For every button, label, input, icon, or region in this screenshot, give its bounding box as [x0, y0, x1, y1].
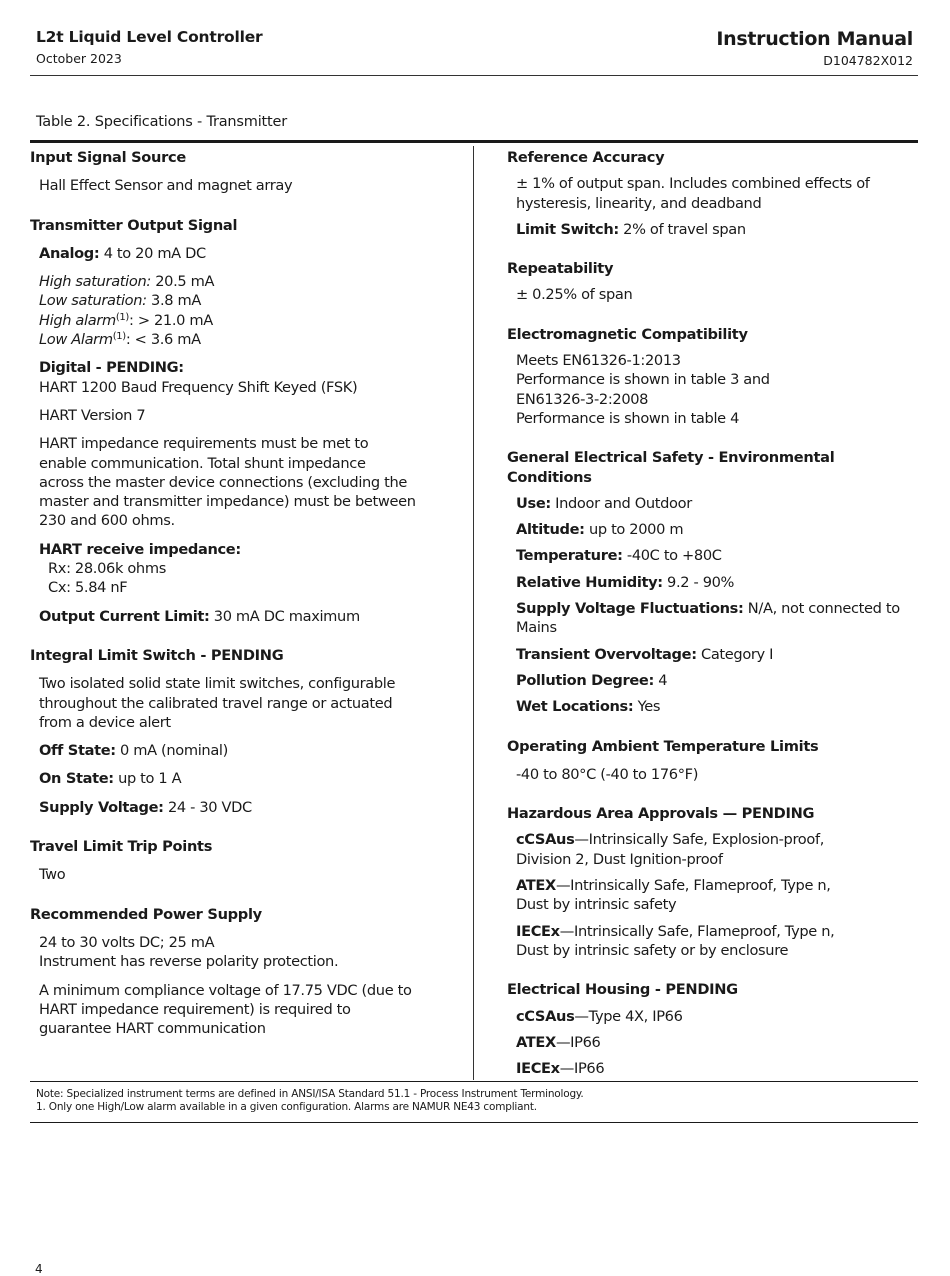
spec-value: Yes: [633, 698, 661, 716]
table-bottom-rule: [30, 1081, 918, 1082]
spec-label: Off State:: [39, 742, 116, 760]
section-heading: Transmitter Output Signal: [30, 216, 238, 234]
notes-bottom-rule: [30, 1122, 918, 1123]
spec-value: Mains: [516, 619, 557, 637]
output-signal-section: [30, 216, 462, 626]
column-divider: [473, 146, 474, 1080]
spec-value: Category I: [696, 645, 774, 663]
section-heading: Hazardous Area Approvals — PENDING: [507, 805, 815, 823]
safety-item: [516, 520, 915, 539]
spec-value: 30 mA DC maximum: [209, 607, 360, 625]
spec-label: Transient Overvoltage:: [516, 645, 697, 663]
section-heading: Operating Ambient Temperature Limits: [507, 737, 819, 755]
text-line: EN61326-3-2:2008: [516, 390, 649, 408]
table-notes: [36, 1088, 584, 1113]
spec-label: cCSAus: [516, 831, 575, 849]
text-line: HART impedance requirement) is required to: [39, 1000, 351, 1018]
section-heading: Recommended Power Supply: [30, 905, 262, 923]
terminology-note: Note: Specialized instrument terms are defined in ANSI/ISA Standard 51.1 - Process Instrument Terminology.: [36, 1088, 584, 1100]
input-signal-section: [30, 148, 462, 196]
text-line: enable communication. Total shunt impedance: [39, 454, 366, 472]
spec-label: High saturation:: [39, 273, 151, 291]
accuracy-text: [516, 174, 915, 213]
section-heading: Electromagnetic Compatibility: [507, 325, 748, 343]
emc-section: [507, 325, 915, 428]
section-heading: Input Signal Source: [30, 149, 186, 166]
safety-item: [516, 645, 915, 664]
accuracy-section: [507, 148, 915, 239]
spec-value: 3.8 mA: [146, 292, 201, 310]
spec-label: Altitude:: [516, 521, 585, 539]
spec-value: —Intrinsically Safe, Flameproof, Type n,: [559, 922, 835, 940]
spec-value: —Type 4X, IP66: [574, 1007, 683, 1025]
spec-label: Temperature:: [516, 547, 623, 565]
trip-points-section: [30, 837, 462, 885]
spec-label: ATEX: [516, 877, 556, 895]
spec-label: Low saturation:: [39, 292, 147, 310]
analog-spec: [39, 244, 462, 263]
saturation-alarm-spec: [39, 272, 462, 349]
spec-value: Dust by intrinsic safety or by enclosure: [516, 941, 789, 959]
housing-item: [516, 1007, 915, 1026]
spec-label: Analog:: [39, 244, 100, 262]
manual-title: Instruction Manual: [716, 28, 913, 50]
spec-label: IECEx: [516, 1060, 560, 1078]
electrical-safety-section: [507, 448, 915, 716]
spec-value: —IP66: [555, 1033, 601, 1051]
spec-value: —Intrinsically Safe, Flameproof, Type n,: [555, 877, 831, 895]
spec-value: up to 2000 m: [584, 521, 684, 539]
spec-value: N/A, not connected to: [743, 600, 900, 618]
text-line: 230 and 600 ohms.: [39, 512, 175, 530]
text-line: Performance is shown in table 4: [516, 409, 739, 427]
spec-text: Hall Effect Sensor and magnet array: [39, 177, 293, 195]
text-line: hysteresis, linearity, and deadband: [516, 194, 762, 212]
repeatability-section: [507, 259, 915, 305]
text-line: from a device alert: [39, 713, 171, 731]
page-number: 4: [35, 1262, 43, 1276]
footnote-ref: (1): [112, 331, 126, 343]
spec-value: Division 2, Dust Ignition-proof: [516, 850, 723, 868]
alarm-footnote: 1. Only one High/Low alarm available in a given configuration. Alarms are NAMUR NE43 compliant.: [36, 1100, 537, 1113]
spec-text: Two: [39, 866, 66, 884]
housing-item: [516, 1059, 915, 1078]
spec-label: Use:: [516, 494, 551, 512]
spec-value: 24 - 30 VDC: [163, 798, 252, 816]
approval-item: [516, 876, 915, 915]
ambient-temperature-section: [507, 737, 915, 785]
rx-value: Rx: 28.06k ohms: [48, 560, 166, 578]
text-line: 24 to 30 volts DC; 25 mA: [39, 933, 215, 951]
text-line: Performance is shown in table 3 and: [516, 371, 770, 389]
limit-switch-accuracy: [516, 220, 915, 239]
text-line: master and transmitter impedance) must be between: [39, 493, 416, 511]
hart-version: HART Version 7: [39, 406, 146, 424]
spec-label: Wet Locations:: [516, 698, 634, 716]
spec-label: High alarm: [39, 311, 116, 329]
spec-value: -40C to +80C: [622, 547, 722, 565]
safety-item: [516, 671, 915, 690]
spec-label: On State:: [39, 770, 114, 788]
safety-item: [516, 599, 915, 638]
spec-text: -40 to 80°C (-40 to 176°F): [516, 765, 699, 783]
limit-switch-description: [39, 674, 462, 732]
housing-item: [516, 1033, 915, 1052]
spec-value: 2% of travel span: [618, 220, 746, 238]
table-top-rule: [30, 140, 918, 143]
header-right: [716, 28, 913, 68]
left-column: [30, 148, 462, 1038]
safety-item: [516, 697, 915, 716]
right-column: [507, 148, 915, 1078]
spec-label: Relative Humidity:: [516, 573, 663, 591]
text-line: ± 1% of output span. Includes combined effects of: [516, 175, 870, 193]
spec-label: HART receive impedance:: [39, 540, 241, 558]
product-title: L2t Liquid Level Controller: [36, 28, 263, 46]
cx-value: Cx: 5.84 nF: [48, 579, 128, 597]
hazardous-approvals-section: [507, 804, 915, 960]
heading-line: General Electrical Safety - Environmental: [507, 449, 835, 467]
table-title: Table 2. Specifications - Transmitter: [36, 114, 287, 130]
spec-text: ± 0.25% of span: [516, 286, 633, 304]
publication-date: October 2023: [36, 51, 122, 66]
spec-label: cCSAus: [516, 1007, 575, 1025]
section-heading: Travel Limit Trip Points: [30, 838, 213, 856]
section-heading: Integral Limit Switch - PENDING: [30, 646, 284, 664]
header-divider: [30, 75, 918, 76]
limit-switch-section: [30, 646, 462, 817]
spec-value: up to 1 A: [113, 770, 182, 788]
section-heading: Repeatability: [507, 260, 614, 278]
section-heading: Reference Accuracy: [507, 149, 665, 166]
compliance-text: [39, 981, 462, 1039]
emc-text: [516, 351, 915, 428]
spec-label: IECEx: [516, 922, 560, 940]
power-supply-text: [39, 933, 462, 972]
text-line: Meets EN61326-1:2013: [516, 352, 681, 370]
hart-impedance-text: [39, 434, 462, 530]
off-state-spec: [39, 741, 462, 760]
spec-label: Supply Voltage Fluctuations:: [516, 600, 744, 618]
spec-label: Low Alarm: [39, 331, 113, 349]
section-heading: [507, 448, 915, 487]
spec-label: Digital - PENDING:: [39, 359, 184, 377]
digital-spec: [39, 358, 462, 397]
safety-item: [516, 546, 915, 565]
spec-label: Output Current Limit:: [39, 607, 210, 625]
section-heading: Electrical Housing - PENDING: [507, 981, 738, 999]
text-line: Instrument has reverse polarity protection.: [39, 953, 339, 971]
text-line: throughout the calibrated travel range or actuated: [39, 694, 393, 712]
spec-label: Limit Switch:: [516, 220, 619, 238]
hart-receive-impedance: [39, 540, 462, 598]
spec-value: —Intrinsically Safe, Explosion-proof,: [574, 831, 825, 849]
approval-item: [516, 830, 915, 869]
spec-value: Dust by intrinsic safety: [516, 896, 677, 914]
footnote-ref: (1): [115, 311, 129, 323]
header-left: [36, 28, 262, 66]
text-line: A minimum compliance voltage of 17.75 VDC (due to: [39, 981, 412, 999]
spec-value: 9.2 - 90%: [662, 573, 735, 591]
text-line: HART impedance requirements must be met to: [39, 435, 369, 453]
spec-value: : < 3.6 mA: [125, 331, 201, 349]
electrical-housing-section: [507, 980, 915, 1078]
spec-value: 0 mA (nominal): [115, 742, 228, 760]
text-line: guarantee HART communication: [39, 1020, 266, 1038]
safety-item: [516, 573, 915, 592]
power-supply-section: [30, 905, 462, 1039]
spec-value: 4 to 20 mA DC: [99, 244, 206, 262]
supply-voltage-spec: [39, 798, 462, 817]
on-state-spec: [39, 769, 462, 788]
spec-label: ATEX: [516, 1033, 556, 1051]
document-number: D104782X012: [823, 53, 913, 68]
spec-label: Supply Voltage:: [39, 798, 164, 816]
spec-label: Pollution Degree:: [516, 671, 654, 689]
approval-item: [516, 922, 915, 961]
spec-value: HART 1200 Baud Frequency Shift Keyed (FSK): [39, 378, 358, 396]
spec-value: 20.5 mA: [150, 273, 215, 291]
safety-item: [516, 494, 915, 513]
spec-value: Indoor and Outdoor: [550, 494, 692, 512]
spec-value: : > 21.0 mA: [128, 311, 213, 329]
spec-value: —IP66: [559, 1060, 605, 1078]
heading-line: Conditions: [507, 468, 592, 486]
text-line: Two isolated solid state limit switches, configurable: [39, 675, 396, 693]
current-limit-spec: [39, 607, 462, 626]
spec-value: 4: [653, 671, 668, 689]
text-line: across the master device connections (excluding the: [39, 473, 408, 491]
